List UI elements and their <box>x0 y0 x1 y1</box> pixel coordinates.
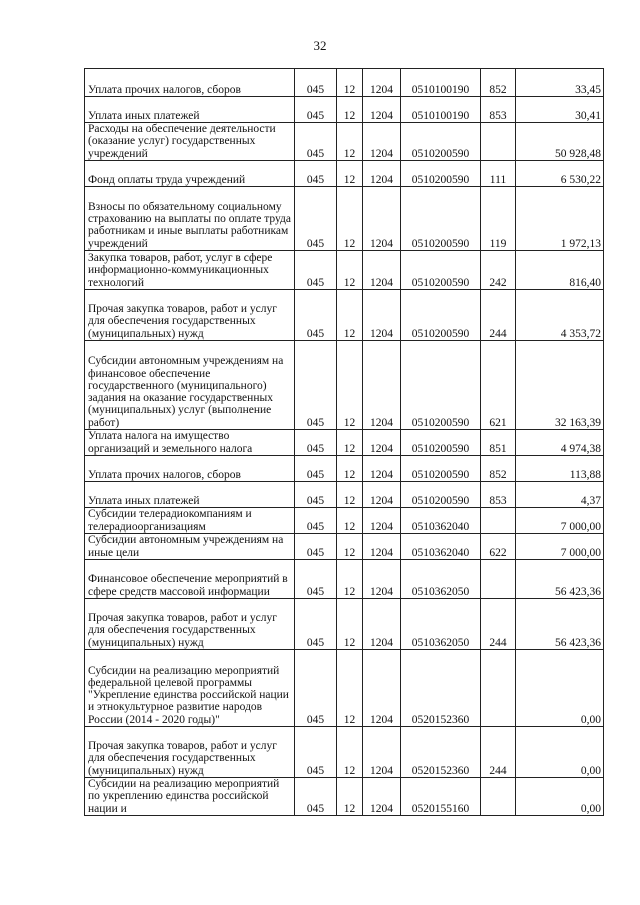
target-article-cell: 0510200590 <box>401 290 481 341</box>
table-row <box>85 599 604 650</box>
amount-cell: 4 974,38 <box>516 430 604 456</box>
table-row <box>85 251 604 290</box>
expense-name-cell: Расходы на обеспечение деятельности (оказание услуг) государственных учреждений <box>85 123 295 161</box>
table-row <box>85 534 604 560</box>
table-row <box>85 290 604 341</box>
table-row <box>85 123 604 161</box>
section-code-cell: 12 <box>337 508 363 534</box>
target-article-cell: 0510200590 <box>401 251 481 290</box>
section-code-cell: 12 <box>337 341 363 430</box>
target-article-cell: 0510100190 <box>401 97 481 123</box>
expense-type-cell: 242 <box>481 251 516 290</box>
section-code-cell: 12 <box>337 599 363 650</box>
amount-cell: 7 000,00 <box>516 534 604 560</box>
expense-name-cell: Прочая закупка товаров, работ и услуг для обеспечения государственных (муниципальных) нужд <box>85 290 295 341</box>
subsection-code-cell: 1204 <box>363 69 401 97</box>
target-article-cell: 0520155160 <box>401 778 481 816</box>
department-code-cell: 045 <box>295 123 337 161</box>
expense-name-cell: Фонд оплаты труда учреждений <box>85 161 295 187</box>
section-code-cell: 12 <box>337 69 363 97</box>
expense-type-cell <box>481 650 516 727</box>
table-row <box>85 161 604 187</box>
amount-cell: 30,41 <box>516 97 604 123</box>
subsection-code-cell: 1204 <box>363 341 401 430</box>
section-code-cell: 12 <box>337 534 363 560</box>
section-code-cell: 12 <box>337 97 363 123</box>
section-code-cell: 12 <box>337 727 363 778</box>
department-code-cell: 045 <box>295 727 337 778</box>
section-code-cell: 12 <box>337 251 363 290</box>
section-code-cell: 12 <box>337 123 363 161</box>
target-article-cell: 0510200590 <box>401 482 481 508</box>
section-code-cell: 12 <box>337 778 363 816</box>
section-code-cell: 12 <box>337 161 363 187</box>
subsection-code-cell: 1204 <box>363 727 401 778</box>
amount-cell: 7 000,00 <box>516 508 604 534</box>
expense-type-cell: 621 <box>481 341 516 430</box>
section-code-cell: 12 <box>337 482 363 508</box>
target-article-cell: 0510200590 <box>401 161 481 187</box>
section-code-cell: 12 <box>337 290 363 341</box>
expense-name-cell: Уплата налога на имущество организаций и земельного налога <box>85 430 295 456</box>
section-code-cell: 12 <box>337 650 363 727</box>
expense-name-cell: Уплата прочих налогов, сборов <box>85 456 295 482</box>
amount-cell: 33,45 <box>516 69 604 97</box>
table-row <box>85 456 604 482</box>
amount-cell: 816,40 <box>516 251 604 290</box>
department-code-cell: 045 <box>295 251 337 290</box>
table-row <box>85 482 604 508</box>
table-row <box>85 508 604 534</box>
expense-name-cell: Взносы по обязательному социальному страхованию на выплаты по оплате труда работникам и иные выплаты работникам учреждений <box>85 187 295 251</box>
target-article-cell: 0510200590 <box>401 341 481 430</box>
expense-type-cell: 111 <box>481 161 516 187</box>
department-code-cell: 045 <box>295 508 337 534</box>
target-article-cell: 0520152360 <box>401 727 481 778</box>
amount-cell: 56 423,36 <box>516 560 604 599</box>
target-article-cell: 0510362040 <box>401 508 481 534</box>
department-code-cell: 045 <box>295 534 337 560</box>
expense-name-cell: Закупка товаров, работ, услуг в сфере информационно-коммуникационных технологий <box>85 251 295 290</box>
department-code-cell: 045 <box>295 599 337 650</box>
department-code-cell: 045 <box>295 482 337 508</box>
section-code-cell: 12 <box>337 560 363 599</box>
amount-cell: 4,37 <box>516 482 604 508</box>
section-code-cell: 12 <box>337 430 363 456</box>
expense-type-cell <box>481 778 516 816</box>
target-article-cell: 0510100190 <box>401 69 481 97</box>
expense-name-cell: Прочая закупка товаров, работ и услуг для обеспечения государственных (муниципальных) нужд <box>85 599 295 650</box>
subsection-code-cell: 1204 <box>363 161 401 187</box>
subsection-code-cell: 1204 <box>363 599 401 650</box>
amount-cell: 4 353,72 <box>516 290 604 341</box>
amount-cell: 1 972,13 <box>516 187 604 251</box>
expense-type-cell: 852 <box>481 456 516 482</box>
target-article-cell: 0510362050 <box>401 599 481 650</box>
section-code-cell: 12 <box>337 187 363 251</box>
subsection-code-cell: 1204 <box>363 534 401 560</box>
amount-cell: 50 928,48 <box>516 123 604 161</box>
subsection-code-cell: 1204 <box>363 560 401 599</box>
expense-name-cell: Субсидии на реализацию мероприятий по укреплению единства российской нации и <box>85 778 295 816</box>
subsection-code-cell: 1204 <box>363 508 401 534</box>
target-article-cell: 0510200590 <box>401 123 481 161</box>
subsection-code-cell: 1204 <box>363 778 401 816</box>
expense-name-cell: Финансовое обеспечение мероприятий в сфере средств массовой информации <box>85 560 295 599</box>
table-row <box>85 97 604 123</box>
target-article-cell: 0510362050 <box>401 560 481 599</box>
department-code-cell: 045 <box>295 69 337 97</box>
department-code-cell: 045 <box>295 341 337 430</box>
expense-type-cell <box>481 123 516 161</box>
table-row <box>85 69 604 97</box>
expense-type-cell: 244 <box>481 727 516 778</box>
section-code-cell: 12 <box>337 456 363 482</box>
expense-type-cell <box>481 508 516 534</box>
department-code-cell: 045 <box>295 97 337 123</box>
page-number: 32 <box>313 38 327 53</box>
expense-name-cell: Уплата прочих налогов, сборов <box>85 69 295 97</box>
target-article-cell: 0510200590 <box>401 187 481 251</box>
expense-type-cell: 244 <box>481 290 516 341</box>
department-code-cell: 045 <box>295 650 337 727</box>
amount-cell: 32 163,39 <box>516 341 604 430</box>
expense-type-cell: 119 <box>481 187 516 251</box>
amount-cell: 0,00 <box>516 778 604 816</box>
expense-type-cell: 853 <box>481 97 516 123</box>
department-code-cell: 045 <box>295 187 337 251</box>
subsection-code-cell: 1204 <box>363 123 401 161</box>
table-row <box>85 187 604 251</box>
expense-name-cell: Субсидии автономным учреждениям на иные цели <box>85 534 295 560</box>
table-row <box>85 341 604 430</box>
expense-name-cell: Субсидии автономным учреждениям на финансовое обеспечение государственного (муниципального) задания на оказание государственных (муниципальных) услуг (выполнение работ) <box>85 341 295 430</box>
department-code-cell: 045 <box>295 456 337 482</box>
subsection-code-cell: 1204 <box>363 482 401 508</box>
subsection-code-cell: 1204 <box>363 430 401 456</box>
expense-type-cell: 852 <box>481 69 516 97</box>
amount-cell: 56 423,36 <box>516 599 604 650</box>
subsection-code-cell: 1204 <box>363 456 401 482</box>
expense-name-cell: Прочая закупка товаров, работ и услуг для обеспечения государственных (муниципальных) нужд <box>85 727 295 778</box>
table-row <box>85 778 604 816</box>
subsection-code-cell: 1204 <box>363 290 401 341</box>
expense-name-cell: Уплата иных платежей <box>85 97 295 123</box>
table-row <box>85 650 604 727</box>
amount-cell: 0,00 <box>516 727 604 778</box>
subsection-code-cell: 1204 <box>363 650 401 727</box>
department-code-cell: 045 <box>295 290 337 341</box>
table-row <box>85 560 604 599</box>
expense-name-cell: Уплата иных платежей <box>85 482 295 508</box>
department-code-cell: 045 <box>295 161 337 187</box>
budget-table-body <box>85 69 604 816</box>
target-article-cell: 0510200590 <box>401 430 481 456</box>
subsection-code-cell: 1204 <box>363 251 401 290</box>
subsection-code-cell: 1204 <box>363 97 401 123</box>
target-article-cell: 0510200590 <box>401 456 481 482</box>
expense-type-cell <box>481 560 516 599</box>
expense-name-cell: Субсидии на реализацию мероприятий федеральной целевой программы "Укрепление единства российской нации и этнокультурное развитие народов России (2014 - 2020 годы)" <box>85 650 295 727</box>
amount-cell: 0,00 <box>516 650 604 727</box>
amount-cell: 6 530,22 <box>516 161 604 187</box>
subsection-code-cell: 1204 <box>363 187 401 251</box>
expense-type-cell: 851 <box>481 430 516 456</box>
expense-type-cell: 622 <box>481 534 516 560</box>
table-row <box>85 430 604 456</box>
target-article-cell: 0520152360 <box>401 650 481 727</box>
expense-type-cell: 853 <box>481 482 516 508</box>
budget-table <box>84 68 604 816</box>
expense-type-cell: 244 <box>481 599 516 650</box>
department-code-cell: 045 <box>295 430 337 456</box>
department-code-cell: 045 <box>295 778 337 816</box>
expense-name-cell: Субсидии телерадиокомпаниям и телерадиоорганизациям <box>85 508 295 534</box>
target-article-cell: 0510362040 <box>401 534 481 560</box>
amount-cell: 113,88 <box>516 456 604 482</box>
table-row <box>85 727 604 778</box>
department-code-cell: 045 <box>295 560 337 599</box>
